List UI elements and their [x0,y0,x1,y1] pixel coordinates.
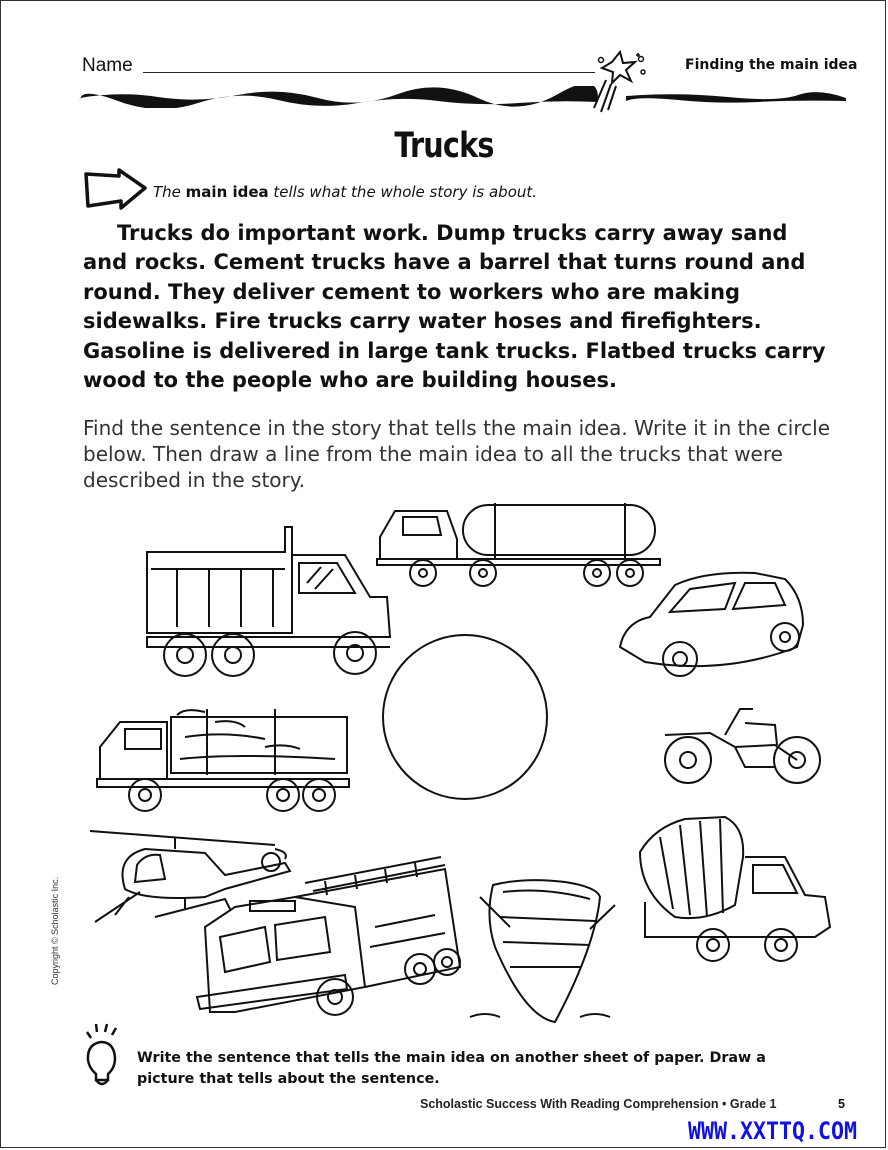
rowboat-icon[interactable] [470,880,615,1022]
tip-suffix: tells what the whole story is about. [268,183,538,201]
main-idea-circle[interactable] [383,635,547,799]
story-text: Trucks do important work. Dump trucks carry away sand and rocks. Cement trucks have a barrel that turns round and round. They deliver cement to workers who are making sidewalks. Fire trucks carry water hoses and firefighters. Gasoline is delivered in large tank trucks. Flatbed trucks carry wood to the people who are building houses. [83,221,826,393]
name-label: Name [82,55,133,76]
tip-prefix: The [153,183,186,201]
page-title: Trucks [394,126,494,166]
name-line[interactable] [143,72,595,73]
footer-credit: Scholastic Success With Reading Comprehension • Grade 1 [420,1097,777,1111]
topic-label: Finding the main idea [685,57,858,73]
instructions: Find the sentence in the story that tells the main idea. Write it in the circle below. Then draw a line from the main idea to all the trucks that were described in the story. [83,416,831,492]
copyright-note: Copyright © Scholastic Inc. [50,876,60,985]
page-number: 5 [838,1097,845,1111]
helicopter-icon[interactable] [90,831,290,922]
cement-truck-icon[interactable] [640,817,830,961]
flatbed-truck-icon[interactable] [97,709,349,811]
motorcycle-icon[interactable] [665,709,820,783]
story-paragraph [83,219,833,395]
arrow-icon [83,168,149,214]
tip-term: main idea [185,183,269,201]
dump-truck-icon[interactable] [147,527,390,676]
car-icon[interactable] [620,573,803,676]
tank-truck-icon[interactable] [377,503,660,586]
extension-activity: Write the sentence that tells the main idea on another sheet of paper. Draw a picture that tells about the sentence. [137,1050,766,1087]
watermark-url: WWW.XXTTQ.COM [688,1117,858,1145]
lightbulb-icon [82,1022,128,1090]
main-idea-tip [153,183,537,201]
vehicle-illustration [85,497,845,1037]
rough-divider [78,86,848,108]
fire-truck-icon[interactable] [197,857,460,1015]
